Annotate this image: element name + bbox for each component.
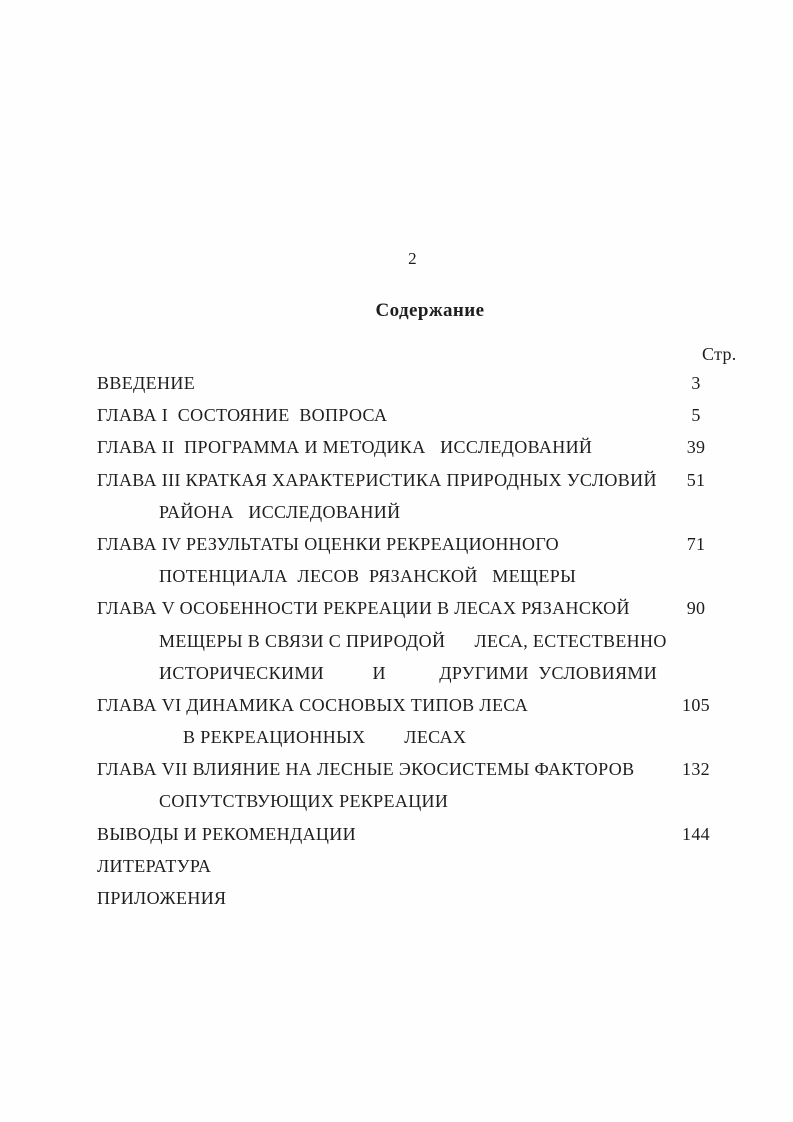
toc-line bbox=[97, 721, 757, 753]
toc-entry-page: 5 bbox=[691, 405, 701, 426]
toc-entry-page: 132 bbox=[682, 759, 710, 780]
toc-line bbox=[97, 496, 757, 528]
toc-line bbox=[97, 753, 757, 785]
toc-entry-title: ВВЕДЕНИЕ bbox=[97, 373, 196, 393]
toc-line bbox=[97, 882, 757, 914]
toc-entry-page: 51 bbox=[686, 469, 706, 490]
toc-entry-title: МЕЩЕРЫ В СВЯЗИ С ПРИРОДОЙ ЛЕСА, ЕСТЕСТВЕННО bbox=[159, 630, 667, 651]
toc-line bbox=[97, 431, 757, 463]
toc-entry-title: ИСТОРИЧЕСКИМИ И ДРУГИМИ УСЛОВИЯМИ bbox=[159, 662, 658, 683]
toc-entry-title: ВЫВОДЫ И РЕКОМЕНДАЦИИ bbox=[97, 823, 356, 844]
toc-entry-title: ГЛАВА VII ВЛИЯНИЕ НА ЛЕСНЫЕ ЭКОСИСТЕМЫ ФАКТОРОВ bbox=[97, 759, 635, 780]
toc-line bbox=[97, 464, 757, 496]
toc-line bbox=[97, 785, 757, 817]
toc-entry-page: 90 bbox=[686, 598, 706, 619]
toc-entry-title: ГЛАВА IV РЕЗУЛЬТАТЫ ОЦЕНКИ РЕКРЕАЦИОННОГО bbox=[97, 533, 560, 554]
toc-entry-title: ГЛАВА II ПРОГРАММА И МЕТОДИКА ИССЛЕДОВАНИЙ bbox=[97, 437, 593, 458]
toc-entry-title: ГЛАВА V ОСОБЕННОСТИ РЕКРЕАЦИИ В ЛЕСАХ РЯЗАНСКОЙ bbox=[97, 598, 630, 619]
toc-line bbox=[97, 528, 757, 560]
toc-entry-page: 144 bbox=[682, 823, 710, 844]
toc-entry-page: 71 bbox=[686, 533, 706, 554]
toc-line bbox=[97, 818, 757, 850]
toc-entry-title: СОПУТСТВУЮЩИХ РЕКРЕАЦИИ bbox=[159, 791, 449, 812]
toc-entry-title: ЛИТЕРАТУРА bbox=[97, 855, 212, 876]
toc-entry-title: ПРИЛОЖЕНИЯ bbox=[97, 888, 227, 908]
toc-line bbox=[97, 850, 757, 882]
toc-entry-page: 105 bbox=[682, 694, 710, 715]
toc-line bbox=[97, 592, 757, 624]
page-title: Содержание bbox=[375, 300, 485, 321]
toc-entry-title: ГЛАВА VI ДИНАМИКА СОСНОВЫХ ТИПОВ ЛЕСА bbox=[97, 694, 529, 715]
toc-line bbox=[97, 399, 757, 431]
toc-line bbox=[97, 367, 757, 399]
toc-entry-page: 39 bbox=[686, 437, 706, 458]
toc-entry-title: ГЛАВА I СОСТОЯНИЕ ВОПРОСА bbox=[97, 405, 388, 426]
toc-entry-title: РАЙОНА ИССЛЕДОВАНИЙ bbox=[159, 501, 401, 522]
page-column-header: Стр. bbox=[702, 344, 737, 364]
toc-line bbox=[97, 689, 757, 721]
toc-line bbox=[97, 657, 757, 689]
toc-line bbox=[97, 560, 757, 592]
toc-entry-title: В РЕКРЕАЦИОННЫХ ЛЕСАХ bbox=[183, 727, 467, 748]
toc-entry-page: 3 bbox=[691, 373, 701, 393]
toc-line bbox=[97, 625, 757, 657]
page-number: 2 bbox=[408, 249, 417, 268]
toc-entry-title: ГЛАВА III КРАТКАЯ ХАРАКТЕРИСТИКА ПРИРОДНЫХ УСЛОВИЙ bbox=[97, 469, 657, 490]
table-of-contents bbox=[97, 367, 757, 914]
toc-entry-title: ПОТЕНЦИАЛА ЛЕСОВ РЯЗАНСКОЙ МЕЩЕРЫ bbox=[159, 566, 577, 587]
